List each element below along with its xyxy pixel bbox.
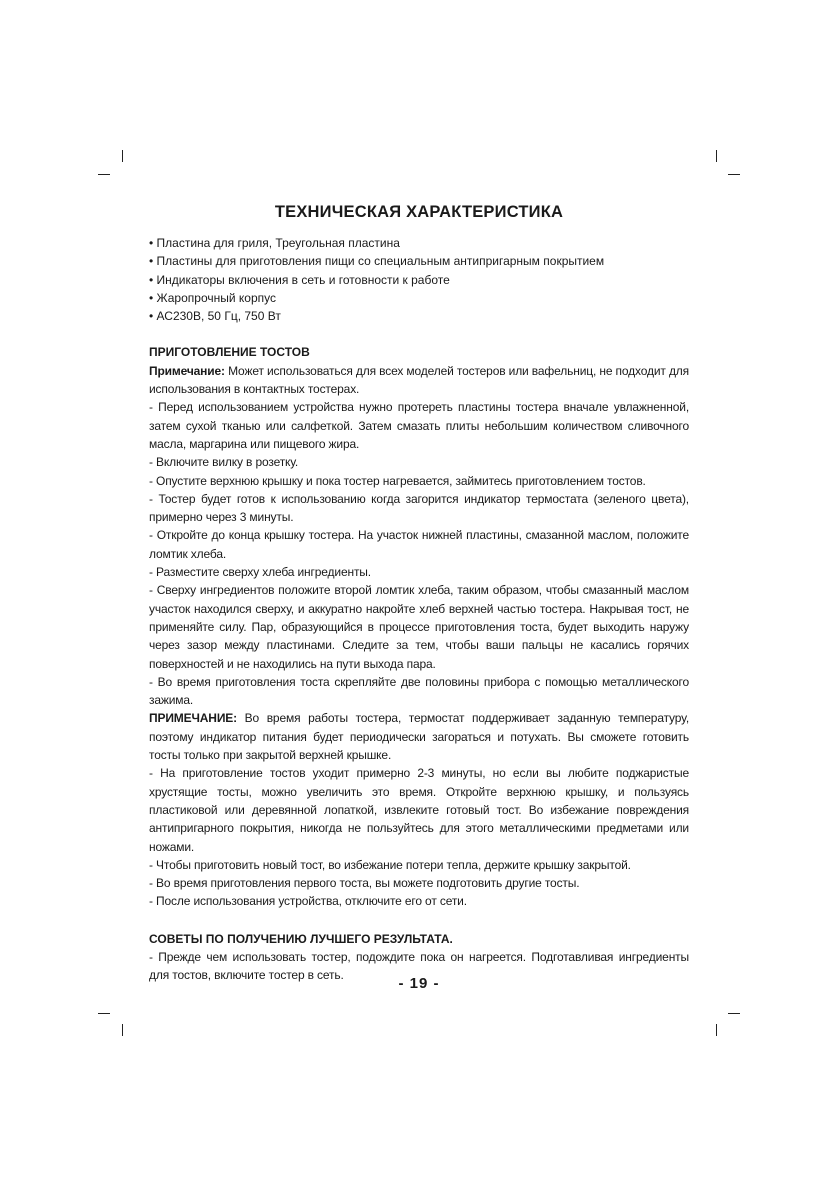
crop-mark-top-left-horizontal xyxy=(98,174,110,175)
spec-item: • Пластины для приготовления пищи со специальным антипригарным покрытием xyxy=(149,254,605,269)
page-number: - 19 - xyxy=(398,975,440,992)
instruction-paragraph: - После использования устройства, отключите его от сети. xyxy=(149,894,467,909)
note-text: Может использоваться для всех моделей тостеров или вафельниц, не подходит для использования в контактных тостерах. xyxy=(149,363,689,397)
note2-label: ПРИМЕЧАНИЕ: xyxy=(149,711,237,726)
instruction-paragraph: - Включите вилку в розетку. xyxy=(149,455,299,470)
spec-item: • Жаропрочный корпус xyxy=(149,290,276,305)
instruction-paragraph: - Опустите верхнюю крышку и пока тостер нагревается, займитесь приготовлением тостов. xyxy=(149,473,646,488)
spec-list xyxy=(149,234,689,325)
crop-mark-top-left-vertical xyxy=(122,150,123,162)
instruction-paragraph: - На приготовление тостов уходит примерно 2-3 минуты, но если вы любите поджаристые хрустящие тосты, можно увеличить это время. Откройте верхнюю крышку, и пользуясь пластиковой или деревянной лопаткой, извлеките готовый тост. Во избежание повреждения антипригарного покрытия, никогда не пользуйтесь для этого металлическими предметами или ножами. xyxy=(149,766,689,854)
page-title: ТЕХНИЧЕСКАЯ ХАРАКТЕРИСТИКА xyxy=(274,203,564,221)
crop-mark-bottom-left-vertical xyxy=(122,1024,123,1036)
instruction-paragraph: - Во время приготовления тоста скрепляйте две половины прибора с помощью металлического зажима. xyxy=(149,674,689,708)
instruction-paragraph: - Тостер будет готов к использованию когда загорится индикатор термостата (зеленого цвета), примерно через 3 минуты. xyxy=(149,491,689,525)
spec-item: • Пластина для гриля, Треугольная пластина xyxy=(149,236,400,250)
section-heading-toasting: ПРИГОТОВЛЕНИЕ ТОСТОВ xyxy=(149,345,310,360)
instruction-paragraph: - Перед использованием устройства нужно протереть пластины тостера вначале увлажненной, затем сухой тканью или салфеткой. Затем смазать плиты небольшим количеством сливочного масла, маргарина или пищевого жира. xyxy=(149,400,689,451)
tip-paragraph: - Прежде чем использовать тостер, подождите пока он нагреется. Подготавливая ингредиенты для тостов, включите тостер в сеть. xyxy=(149,949,689,983)
instruction-paragraph: - Во время приготовления первого тоста, вы можете подготовить другие тосты. xyxy=(149,876,580,891)
spec-item: • Индикаторы включения в сеть и готовности к работе xyxy=(149,272,450,287)
section-heading-tips: СОВЕТЫ ПО ПОЛУЧЕНИЮ ЛУЧШЕГО РЕЗУЛЬТАТА. xyxy=(149,931,453,946)
crop-mark-bottom-left-horizontal xyxy=(98,1013,110,1014)
instruction-paragraph: - Откройте до конца крышку тостера. На участок нижней пластины, смазанной маслом, положите ломтик хлеба. xyxy=(149,528,689,561)
note-paragraph xyxy=(149,362,689,399)
spec-item: • АС230В, 50 Гц, 750 Вт xyxy=(149,309,281,324)
note2-paragraph xyxy=(149,709,689,764)
instruction-paragraph: - Разместите сверху хлеба ингредиенты. xyxy=(149,565,371,580)
crop-mark-top-right-horizontal xyxy=(728,174,740,175)
note-label: Примечание: xyxy=(149,363,225,378)
crop-mark-bottom-right-horizontal xyxy=(728,1013,740,1014)
crop-mark-top-right-vertical xyxy=(716,150,717,162)
page-content xyxy=(149,200,689,985)
instruction-paragraph: - Чтобы приготовить новый тост, во избежание потери тепла, держите крышку закрытой. xyxy=(149,857,631,872)
instruction-paragraph: - Сверху ингредиентов положите второй ломтик хлеба, таким образом, чтобы смазанный маслом участок находился сверху, и аккуратно накройте хлеб верхней частью тостера. Накрывая тост, не применяйте силу. Пар, образующийся в процессе приготовления тоста, будет выходить наружу через зазор между пластинами. Следите за тем, чтобы ваши пальцы не касались горячих поверхностей и не находились на пути выхода пара. xyxy=(149,583,689,671)
crop-mark-bottom-right-vertical xyxy=(716,1024,717,1036)
note2-text: Во время работы тостера, термостат поддерживает заданную температуру, поэтому индикатор питания будет периодически загораться и потухать. Вы сможете готовить тосты только при закрытой верхней крышке. xyxy=(149,711,689,763)
